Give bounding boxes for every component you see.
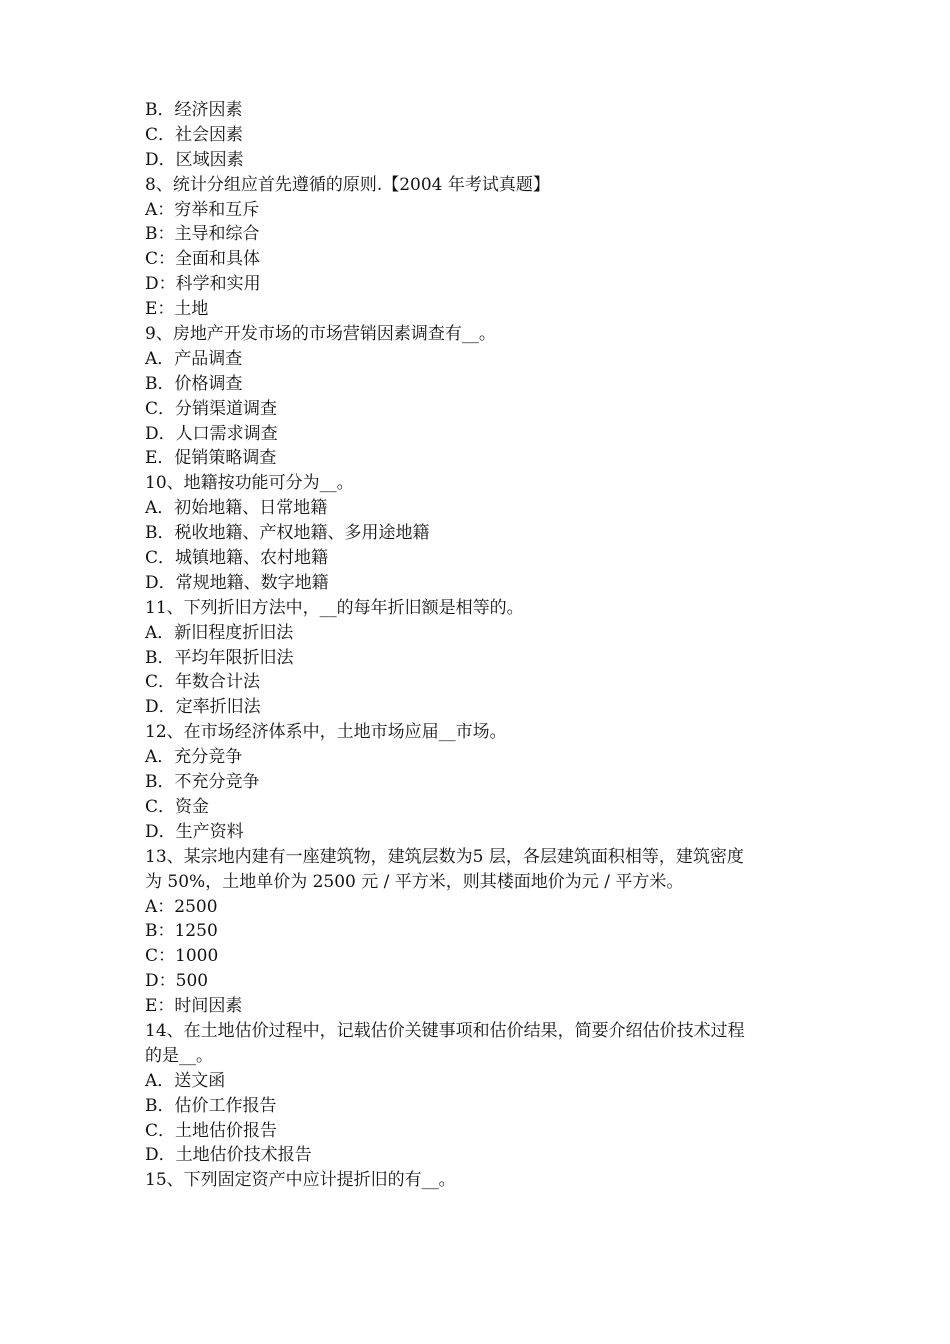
option-line: B．经济因素 xyxy=(145,100,243,120)
option-line: C：1000 xyxy=(145,946,219,967)
option-line: C．土地估价报告 xyxy=(145,1120,278,1141)
document-body xyxy=(145,98,825,1193)
question-line: 9、房地产开发市场的市场营销因素调查有__。 xyxy=(145,324,496,345)
question-line-continued: 为 50%，土地单价为 2500 元 / 平方米，则其楼面地价为元 / 平方米。 xyxy=(145,871,684,892)
option-line: D：科学和实用 xyxy=(145,274,261,295)
option-line: C：全面和具体 xyxy=(145,249,261,270)
option-line: A：穷举和互斥 xyxy=(145,199,260,220)
question-line: 10、地籍按功能可分为__。 xyxy=(145,473,354,494)
option-line: D．区域因素 xyxy=(145,149,244,170)
option-line: A．送文函 xyxy=(145,1070,226,1091)
option-line: B．估价工作报告 xyxy=(145,1095,277,1116)
option-line: D．常规地籍、数字地籍 xyxy=(145,572,329,593)
question-line: 8、统计分组应首先遵循的原则.【2004 年考试真题】 xyxy=(145,174,550,195)
option-line: C．城镇地籍、农村地籍 xyxy=(145,548,329,569)
option-line: A．充分竞争 xyxy=(145,747,243,768)
option-line: E．促销策略调查 xyxy=(145,448,277,469)
option-line: E：土地 xyxy=(145,299,209,320)
option-line: B：1250 xyxy=(145,921,218,942)
question-line-continued: 的是__。 xyxy=(145,1045,213,1066)
question-line: 12、在市场经济体系中，土地市场应届__市场。 xyxy=(145,722,507,743)
option-line: A．初始地籍、日常地籍 xyxy=(145,498,328,519)
question-line: 14、在土地估价过程中，记载估价关键事项和估价结果，简要介绍估价技术过程 xyxy=(145,1020,745,1041)
option-line: D．人口需求调查 xyxy=(145,423,278,444)
option-line: B．平均年限折旧法 xyxy=(145,647,294,668)
option-line: C．分销渠道调查 xyxy=(145,398,278,419)
option-line: D：500 xyxy=(145,971,209,992)
option-line: B．价格调查 xyxy=(145,373,243,394)
option-line: A：2500 xyxy=(145,896,218,917)
option-line: D．生产资料 xyxy=(145,821,244,842)
question-line: 13、某宗地内建有一座建筑物，建筑层数为5 层，各层建筑面积相等，建筑密度 xyxy=(145,846,744,867)
option-line: B．不充分竞争 xyxy=(145,772,260,793)
option-line: C．社会因素 xyxy=(145,124,244,145)
option-line: B：主导和综合 xyxy=(145,224,260,245)
option-line: A．产品调查 xyxy=(145,348,243,369)
option-line: D．土地估价技术报告 xyxy=(145,1145,312,1166)
question-line: 11、下列折旧方法中，__的每年折旧额是相等的。 xyxy=(145,597,524,618)
option-line: B．税收地籍、产权地籍、多用途地籍 xyxy=(145,523,430,544)
question-line: 15、下列固定资产中应计提折旧的有__。 xyxy=(145,1170,456,1191)
option-line: E：时间因素 xyxy=(145,996,243,1017)
option-line: C．年数合计法 xyxy=(145,672,261,693)
option-line: A．新旧程度折旧法 xyxy=(145,622,294,643)
option-line: C．资金 xyxy=(145,796,210,817)
option-line: D．定率折旧法 xyxy=(145,697,261,718)
